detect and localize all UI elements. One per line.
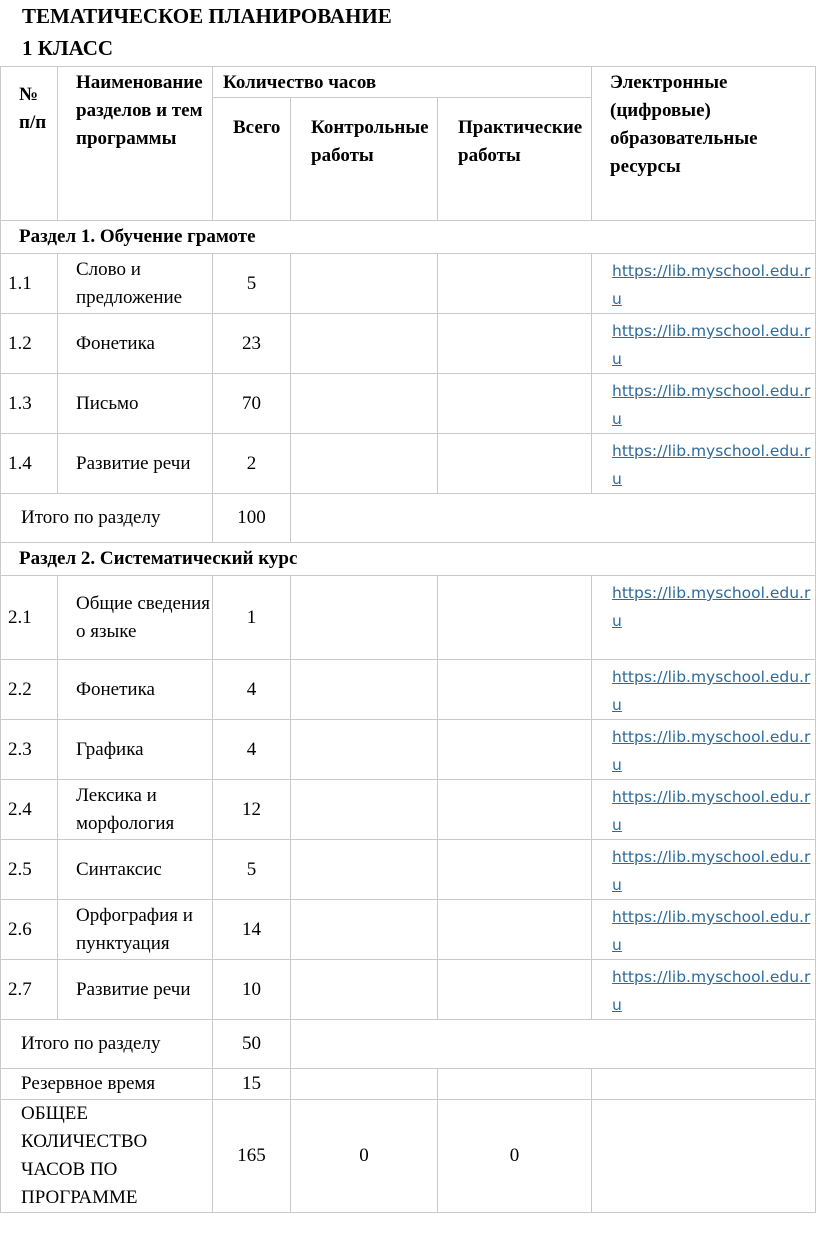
- row-resource: [592, 576, 816, 660]
- row-number: 2.3: [1, 720, 58, 780]
- page-title: ТЕМАТИЧЕСКОЕ ПЛАНИРОВАНИЕ: [22, 4, 392, 28]
- header-total: Всего: [213, 98, 291, 221]
- row-number: 1.3: [1, 374, 58, 434]
- resource-link[interactable]: https://lib.myschool.edu.ru: [612, 848, 811, 894]
- grand-total-hours: 165: [213, 1100, 291, 1213]
- reserve-label: Резервное время: [1, 1069, 213, 1100]
- row-number: 2.6: [1, 900, 58, 960]
- header-practical: Практические работы: [438, 98, 592, 221]
- row-topic: Орфография и пунктуация: [58, 900, 213, 960]
- resource-link[interactable]: https://lib.myschool.edu.ru: [612, 382, 811, 428]
- row-practical: [438, 254, 592, 314]
- row-hours: 2: [213, 434, 291, 494]
- row-resource: [592, 960, 816, 1020]
- row-practical: [438, 660, 592, 720]
- row-topic: Письмо: [58, 374, 213, 434]
- table-row: [1, 576, 816, 660]
- row-hours: 70: [213, 374, 291, 434]
- row-topic: Фонетика: [58, 660, 213, 720]
- table-row: [1, 720, 816, 780]
- row-control: [291, 314, 438, 374]
- header-name: Наименование разделов и тем программы: [58, 67, 213, 221]
- resource-link[interactable]: https://lib.myschool.edu.ru: [612, 442, 811, 488]
- row-topic: Лексика и морфология: [58, 780, 213, 840]
- table-row: [1, 780, 816, 840]
- row-topic: Синтаксис: [58, 840, 213, 900]
- row-topic: Общие сведения о языке: [58, 576, 213, 660]
- row-resource: [592, 780, 816, 840]
- row-control: [291, 374, 438, 434]
- row-number: 1.4: [1, 434, 58, 494]
- row-resource: [592, 900, 816, 960]
- resource-link[interactable]: https://lib.myschool.edu.ru: [612, 322, 811, 368]
- row-hours: 10: [213, 960, 291, 1020]
- row-practical: [438, 840, 592, 900]
- row-hours: 1: [213, 576, 291, 660]
- row-resource: [592, 374, 816, 434]
- section-total-empty: [291, 1020, 816, 1069]
- row-practical: [438, 900, 592, 960]
- row-practical: [438, 314, 592, 374]
- table-row: [1, 960, 816, 1020]
- section-title: Раздел 1. Обучение грамоте: [1, 221, 816, 254]
- grand-total-practical: 0: [438, 1100, 592, 1213]
- header-num: № п/п: [1, 67, 58, 221]
- resource-link[interactable]: https://lib.myschool.edu.ru: [612, 728, 811, 774]
- table-row: [1, 374, 816, 434]
- row-hours: 4: [213, 660, 291, 720]
- table-row: [1, 900, 816, 960]
- row-resource: [592, 314, 816, 374]
- header-control: Контрольные работы: [291, 98, 438, 221]
- table-row: [1, 254, 816, 314]
- table-row: [1, 434, 816, 494]
- row-topic: Слово и предложение: [58, 254, 213, 314]
- row-number: 2.2: [1, 660, 58, 720]
- row-control: [291, 720, 438, 780]
- section-total-empty: [291, 494, 816, 543]
- table-row: [1, 660, 816, 720]
- row-hours: 5: [213, 840, 291, 900]
- table-row: [1, 840, 816, 900]
- page-subtitle: 1 КЛАСС: [22, 36, 114, 60]
- grand-total-resource: [592, 1100, 816, 1213]
- row-control: [291, 576, 438, 660]
- row-control: [291, 254, 438, 314]
- header-hours: Количество часов: [213, 67, 592, 98]
- table-body: [1, 221, 816, 1213]
- row-number: 2.7: [1, 960, 58, 1020]
- resource-link[interactable]: https://lib.myschool.edu.ru: [612, 262, 811, 308]
- resource-link[interactable]: https://lib.myschool.edu.ru: [612, 908, 811, 954]
- table-row: [1, 314, 816, 374]
- resource-link[interactable]: https://lib.myschool.edu.ru: [612, 584, 811, 630]
- row-number: 1.2: [1, 314, 58, 374]
- row-control: [291, 434, 438, 494]
- reserve-control: [291, 1069, 438, 1100]
- row-practical: [438, 434, 592, 494]
- grand-total-control: 0: [291, 1100, 438, 1213]
- header-resources: Электронные (цифровые) образовательные ресурсы: [592, 67, 816, 221]
- row-resource: [592, 254, 816, 314]
- grand-total-label: ОБЩЕЕ КОЛИЧЕСТВО ЧАСОВ ПО ПРОГРАММЕ: [1, 1100, 213, 1213]
- row-control: [291, 660, 438, 720]
- section-title: Раздел 2. Систематический курс: [1, 543, 816, 576]
- row-practical: [438, 780, 592, 840]
- row-topic: Фонетика: [58, 314, 213, 374]
- row-control: [291, 900, 438, 960]
- row-practical: [438, 720, 592, 780]
- section-total-hours: 100: [213, 494, 291, 543]
- reserve-hours: 15: [213, 1069, 291, 1100]
- row-hours: 5: [213, 254, 291, 314]
- table-header: [1, 67, 816, 221]
- row-control: [291, 960, 438, 1020]
- section-total-label: Итого по разделу: [1, 1020, 213, 1069]
- resource-link[interactable]: https://lib.myschool.edu.ru: [612, 968, 811, 1014]
- row-resource: [592, 720, 816, 780]
- row-number: 1.1: [1, 254, 58, 314]
- row-hours: 4: [213, 720, 291, 780]
- row-control: [291, 780, 438, 840]
- row-hours: 12: [213, 780, 291, 840]
- reserve-resource: [592, 1069, 816, 1100]
- row-topic: Развитие речи: [58, 434, 213, 494]
- row-practical: [438, 960, 592, 1020]
- planning-table: [0, 66, 816, 1213]
- row-resource: [592, 434, 816, 494]
- row-control: [291, 840, 438, 900]
- row-practical: [438, 374, 592, 434]
- row-number: 2.1: [1, 576, 58, 660]
- row-hours: 14: [213, 900, 291, 960]
- row-topic: Графика: [58, 720, 213, 780]
- resource-link[interactable]: https://lib.myschool.edu.ru: [612, 668, 811, 714]
- resource-link[interactable]: https://lib.myschool.edu.ru: [612, 788, 811, 834]
- row-hours: 23: [213, 314, 291, 374]
- reserve-practical: [438, 1069, 592, 1100]
- row-number: 2.5: [1, 840, 58, 900]
- section-total-label: Итого по разделу: [1, 494, 213, 543]
- row-number: 2.4: [1, 780, 58, 840]
- row-resource: [592, 660, 816, 720]
- row-resource: [592, 840, 816, 900]
- row-practical: [438, 576, 592, 660]
- row-topic: Развитие речи: [58, 960, 213, 1020]
- section-total-hours: 50: [213, 1020, 291, 1069]
